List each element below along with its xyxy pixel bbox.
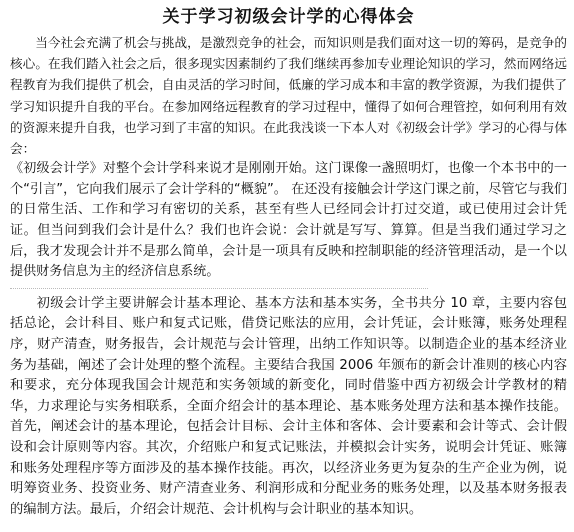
paragraph-course-content: 初级会计学主要讲解会计基本理论、基本方法和基本实务，全书共分 10 章，主要内容包括总论，会计科目、账户和复式记账，借贷记账法的应用，会计凭证，会计账簿，账务处理程序，财产清查，财务报告，会计规范与会计管理，出纳工作知识等。以制造企业的基本经济业务为基础，阐述了会计处理的整个流程。主要结合我国 2006 年颁布的新会计准则的核心内容和要求，充分体现我国会计规范和实务领域的新变化，同时借鉴中西方初级会计学教材的精华，力求理论与实务相联系，全面介绍会计的基本理论、基本账务处理方法和基本操作技能。首先，阐述会计的基本理论，包括会计目标、会计主体和客体、会计要素和会计等式、会计假设和会计原则等内容。其次，介绍账户和复式记账法，并模拟会计实务，说明会计凭证、账簿和账务处理程序等方面涉及的基本操作技能。再次，以经济业务更为复杂的生产企业为例，说明筹资业务、投资业务、财产清查业务、利润形成和分配业务的账务处理，以及基本财务报表的编制方法。最后，介绍会计规范、会计机构与会计职业的基本知识。: [10, 295, 567, 517]
section-divider: [10, 288, 428, 289]
paragraph-course-overview: 《初级会计学》对整个会计学科来说才是刚刚开始。这门课像一盏照明灯，也像一个本书中的一个“引言”，它向我们展示了会计学科的“概貌”。 在还没有接触会计学这门课之前，尽管它与我们的日常生活、工作和学习有密切的关系，甚至有些人已经同会计打过交道，或已使用过会计凭证。但当问到我们会计是什么？我们也许会说：会计就是写写、算算。但是当我们通过学习之后，我才发现会计并不是那么简单，会计是一项具有反映和控制职能的经济管理活动，是一个以提供财务信息为主的经济信息系统。: [10, 161, 567, 280]
paragraph-intro: 当今社会充满了机会与挑战，是激烈竞争的社会，而知识则是我们面对这一切的筹码，是竞争的核心。在我们踏入社会之后，很多现实因素制约了我们继续再参加专业理论知识的学习，然而网络远程教育为我们提供了机会，自由灵活的学习时间，低廉的学习成本和丰富的教学资源，为我们提供了学习知识提升自我的平台。在参加网络远程教育的学习过程中，懂得了如何合理管控，如何利用有效的资源来提升自我，也学习到了丰富的知识。在此我浅谈一下本人对《初级会计学》学习的心得与体会：: [10, 35, 567, 157]
document-title: 关于学习初级会计学的心得体会: [162, 7, 415, 27]
